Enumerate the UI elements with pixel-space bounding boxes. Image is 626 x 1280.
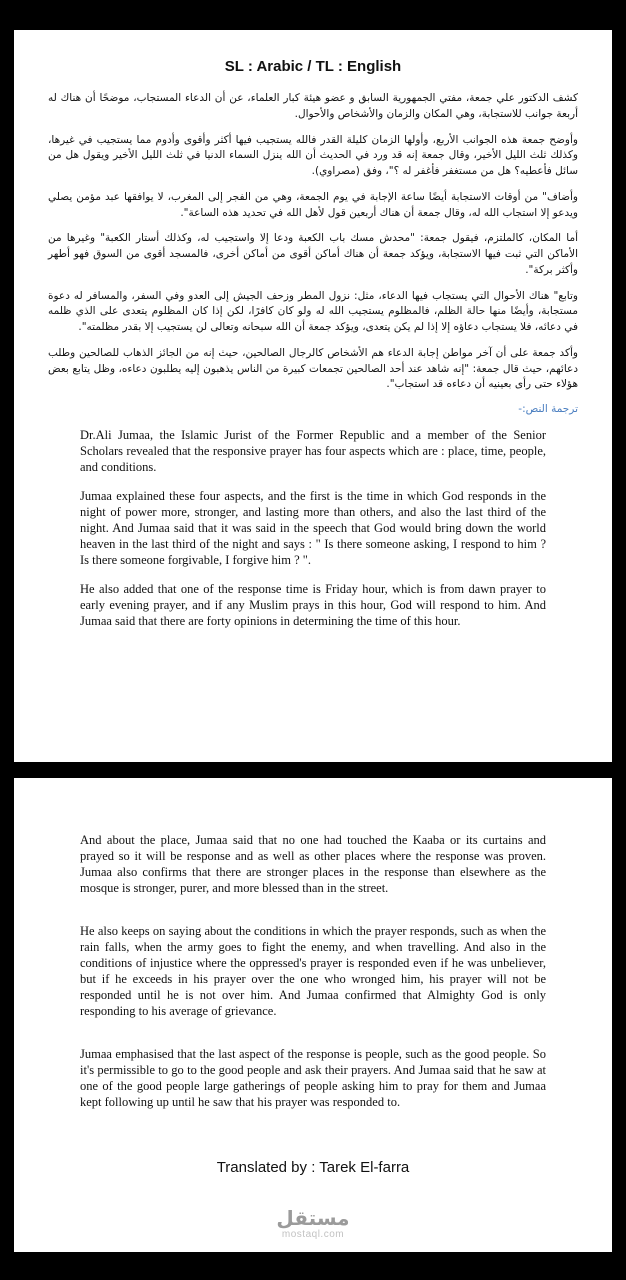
english-translation-section-page2	[80, 832, 546, 1137]
page-2	[14, 778, 612, 1252]
translation-label: ترجمة النص:-	[518, 403, 578, 415]
page-1	[14, 30, 612, 762]
translated-by-line: Translated by : Tarek El-farra	[216, 1159, 410, 1176]
arabic-paragraph: وأوضح جمعة هذه الجوانب الأربع، وأولها الزمان كليلة القدر فالله يستجيب فيها أكثر وأقوى وأدوم مما يستجيب في غيرها، وكذلك ثلث الليل الأخير، وقال جمعة إنه قد ورد في الحديث أن الله ينزل السماء الدنيا في ثلث الليل الأخير ويقول هل من سائل فأعطيه؟ هل من مستغفر فأغفر له ؟"، وفق (مصراوي).	[48, 133, 578, 177]
arabic-paragraph: وأكد جمعة على أن آخر مواطن إجابة الدعاء هم الأشخاص كالرجال الصالحين، حيث إنه من الجائز الذهاب للصالحين وطلب دعائهم، حيث قال جمعة: "إنه شاهد عند أحد الصالحين تجمعات كبيرة من الناس يذهبون إليه يطلبون دعاءه، وظل يتابع بعض هؤلاء حتى رأى بعينيه أن دعاءه قد استجاب".	[48, 346, 578, 391]
arabic-paragraph: وتابع" هناك الأحوال التي يستجاب فيها الدعاء، مثل: نزول المطر وزحف الجيش إلى العدو وفي السفر، والمسافر له دعوة مستجابة، وأيضًا منها حالة الظلم، فالمظلوم يستجيب الله له ولو كان كافرًا، لكن إذا كان المظلوم يتعدى على الذي ظلمه في دعائه، فلا يستجاب دعاؤه إلا إذا لم يكن يتعدى، ويؤكد جمعة أن الله سبحانه وتعالى لن يستجيب إلا بقدر مظلمته".	[48, 289, 578, 333]
english-paragraph: He also keeps on saying about the conditions in which the prayer responds, such as when the rain falls, when the army goes to fight the enemy, and when travelling. And also in the conditions of injustice where the oppressed's prayer is responded even if he was unbeliever, but if he exceeds in his prayer over the one who wronged him, his prayer will not be responded until he is not over him. And Jumaa confirmed that Almighty God is only responding to his average of grievance.	[80, 924, 546, 1018]
arabic-source-section	[48, 91, 578, 393]
arabic-paragraph: كشف الدكتور علي جمعة، مفتي الجمهورية السابق و عضو هيئة كبار العلماء، عن أن الدعاء المستجاب، موضحًا أن هناك له أربعة جوانب للاستجابة، وهي المكان والزمان والأشخاص والأحوال.	[48, 92, 578, 120]
mostaql-watermark	[80, 1207, 546, 1242]
english-paragraph: Dr.Ali Jumaa, the Islamic Jurist of the Former Republic and a member of the Senior Scholars revealed that the responsive prayer has four aspects which are : place, time, people, and conditions.	[80, 428, 546, 474]
english-paragraph: Jumaa emphasised that the last aspect of the response is people, such as the good people. So it's permissible to go to the good people and ask their prayers. And Jumaa said that he saw at one of the good people large gatherings of people asking him to pray for them and Jumaa kept following up until he saw that his prayer was responded to.	[80, 1047, 546, 1109]
arabic-paragraph: أما المكان، كالملتزم، فيقول جمعة: "محدش مسك باب الكعبة ودعا إلا واستجيب له، وكذلك أستار الكعبة" وغيرها من الأماكن التي ثبت فيها الاستجابة، ويؤكد جمعة أن هناك أماكن أقوى من أماكن أخرى، فالمسجد أقوى من السوق فهو أطهر وأكثر بركة".	[48, 232, 578, 276]
english-paragraph: He also added that one of the response time is Friday hour, which is from dawn prayer to early evening prayer, and if any Muslim prays in this hour, God will respond to him. And Jumaa said that there are forty opinions in determining the time of this hour.	[80, 582, 546, 628]
english-paragraph: Jumaa explained these four aspects, and the first is the time in which God responds in the night of power more, stronger, and lasting more than others, and also the last third of the night. And Jumaa said that it was said in the speech that God would bring down the world heaven in the last third of the night and says : " Is there someone asking, I respond to him ? Is there someone forgivable, I forgive him ? ".	[80, 489, 546, 567]
document-title: SL : Arabic / TL : English	[224, 58, 402, 75]
english-paragraph: And about the place, Jumaa said that no one had touched the Kaaba or its curtains and prayed so it will be response and as well as other places where the response was proven. Jumaa also confirms that there are stronger places in the response than elsewhere as the mosque is stronger, purer, and more blessed than in the street.	[80, 833, 546, 895]
watermark-arabic-logo: مستقل	[276, 1206, 350, 1230]
watermark-domain: mostaql.com	[281, 1229, 345, 1240]
arabic-paragraph: وأضاف" من أوقات الاستجابة أيضًا ساعة الإجابة في يوم الجمعة، وهي من الفجر إلى المغرب، لا يوافقها عبد مؤمن يصلي ويدعو إلا استجاب الله له، وقال جمعة أن هناك أربعين قول لأهل الله في تحديد هذه الساعة".	[48, 190, 578, 219]
english-translation-section-page1	[80, 427, 546, 629]
